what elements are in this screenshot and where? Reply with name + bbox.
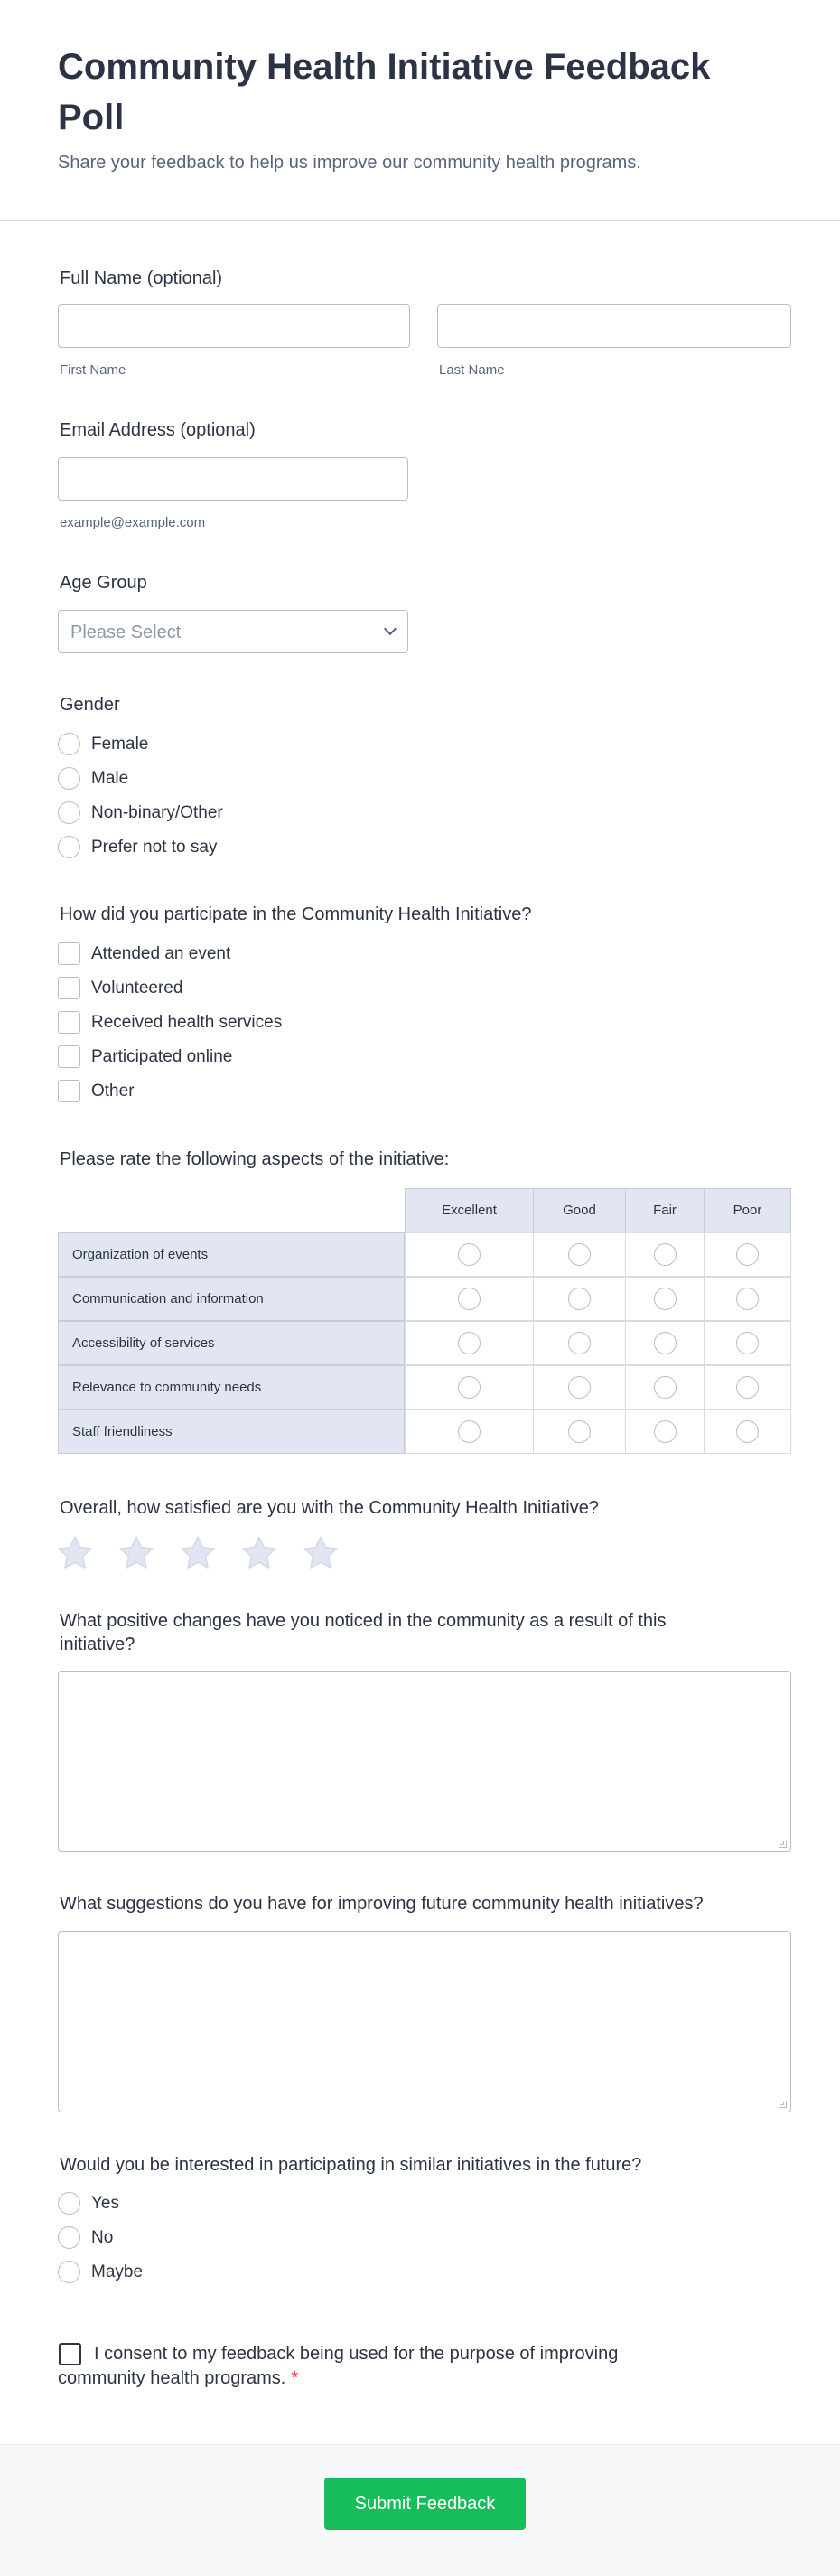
radio-button[interactable] bbox=[654, 1243, 677, 1266]
radio-button[interactable] bbox=[568, 1420, 591, 1443]
matrix-cell[interactable] bbox=[704, 1365, 791, 1410]
option-label: Prefer not to say bbox=[91, 838, 218, 857]
option-label: Female bbox=[91, 735, 149, 754]
radio-button[interactable] bbox=[458, 1420, 481, 1443]
option-label: Participated online bbox=[91, 1047, 233, 1066]
star-icon[interactable] bbox=[302, 1534, 340, 1572]
form-footer bbox=[0, 2444, 840, 2576]
radio-button[interactable] bbox=[654, 1420, 677, 1443]
star-icon[interactable] bbox=[56, 1534, 94, 1572]
matrix-cell[interactable] bbox=[405, 1232, 534, 1277]
radio-button[interactable] bbox=[458, 1332, 481, 1354]
future-option-yes[interactable] bbox=[58, 2191, 690, 2216]
radio-button[interactable] bbox=[458, 1288, 481, 1310]
option-label: Volunteered bbox=[91, 979, 183, 998]
matrix-cell[interactable] bbox=[704, 1232, 791, 1277]
first-name-sublabel: First Name bbox=[60, 362, 126, 378]
matrix-cell[interactable] bbox=[704, 1321, 791, 1365]
last-name-input[interactable] bbox=[437, 304, 791, 348]
consent-field bbox=[58, 2342, 708, 2391]
resize-grip-icon[interactable] bbox=[779, 2101, 787, 2108]
consent-text: I consent to my feedback being used for the purpose of improving community health programs. bbox=[58, 2344, 619, 2388]
option-label: Male bbox=[91, 769, 129, 788]
matrix-cell[interactable] bbox=[405, 1410, 534, 1454]
future-option-no[interactable] bbox=[58, 2225, 690, 2251]
matrix-cell[interactable] bbox=[625, 1277, 705, 1321]
email-label: Email Address (optional) bbox=[60, 420, 256, 440]
future-option-maybe[interactable] bbox=[58, 2260, 690, 2285]
radio-button[interactable] bbox=[736, 1243, 759, 1266]
gender-label: Gender bbox=[60, 695, 120, 715]
matrix-cell[interactable] bbox=[533, 1277, 626, 1321]
radio-button[interactable] bbox=[568, 1243, 591, 1266]
gender-option-male[interactable] bbox=[58, 766, 690, 792]
participation-option-volunteered[interactable] bbox=[58, 976, 690, 1001]
radio-button[interactable] bbox=[568, 1332, 591, 1354]
option-label: Non-binary/Other bbox=[91, 803, 223, 822]
radio-button[interactable] bbox=[458, 1376, 481, 1399]
option-label: No bbox=[91, 2228, 114, 2247]
full-name-label: Full Name (optional) bbox=[60, 268, 223, 288]
checkbox[interactable] bbox=[58, 1045, 80, 1068]
matrix-cell[interactable] bbox=[405, 1365, 534, 1410]
option-label: Other bbox=[91, 1082, 135, 1101]
matrix-row-label: Relevance to community needs bbox=[58, 1365, 405, 1410]
matrix-row-label: Staff friendliness bbox=[58, 1410, 405, 1454]
gender-option-prefer-not[interactable] bbox=[58, 835, 690, 860]
resize-grip-icon[interactable] bbox=[779, 1841, 787, 1848]
radio-button[interactable] bbox=[654, 1288, 677, 1310]
matrix-cell[interactable] bbox=[625, 1410, 705, 1454]
star-icon[interactable] bbox=[240, 1534, 278, 1572]
radio-button[interactable] bbox=[58, 2226, 80, 2249]
first-name-input[interactable] bbox=[58, 304, 410, 348]
checkbox[interactable] bbox=[58, 977, 80, 999]
suggestions-textarea[interactable] bbox=[58, 1931, 791, 2112]
matrix-row-label: Accessibility of services bbox=[58, 1321, 405, 1365]
star-icon[interactable] bbox=[117, 1534, 155, 1572]
matrix-row-label: Communication and information bbox=[58, 1277, 405, 1321]
required-mark: * bbox=[291, 2368, 299, 2388]
checkbox[interactable] bbox=[58, 942, 80, 965]
participation-option-other[interactable] bbox=[58, 1079, 690, 1104]
checkbox[interactable] bbox=[58, 1011, 80, 1034]
chevron-down-icon bbox=[384, 623, 397, 635]
matrix-cell[interactable] bbox=[625, 1232, 705, 1277]
matrix-cell[interactable] bbox=[405, 1321, 534, 1365]
radio-button[interactable] bbox=[736, 1332, 759, 1354]
radio-button[interactable] bbox=[458, 1243, 481, 1266]
participation-option-event[interactable] bbox=[58, 941, 690, 967]
radio-button[interactable] bbox=[58, 836, 80, 858]
form-title: Community Health Initiative Feedback Poll bbox=[58, 47, 711, 137]
option-label: Received health services bbox=[91, 1013, 283, 1032]
matrix-column-header: Poor bbox=[704, 1188, 791, 1232]
option-label: Maybe bbox=[91, 2262, 144, 2281]
star-icon[interactable] bbox=[179, 1534, 217, 1572]
matrix-row-label: Organization of events bbox=[58, 1232, 405, 1277]
participation-option-services[interactable] bbox=[58, 1010, 690, 1035]
matrix-cell[interactable] bbox=[533, 1321, 626, 1365]
matrix-column-header: Good bbox=[533, 1188, 626, 1232]
matrix-cell[interactable] bbox=[533, 1365, 626, 1410]
positive-changes-textarea[interactable] bbox=[58, 1671, 791, 1852]
checkbox[interactable] bbox=[58, 1080, 80, 1102]
matrix-cell[interactable] bbox=[533, 1410, 626, 1454]
submit-button[interactable]: Submit Feedback bbox=[324, 2478, 526, 2530]
gender-option-nonbinary[interactable] bbox=[58, 801, 690, 826]
satisfaction-label: Overall, how satisfied are you with the Community Health Initiative? bbox=[60, 1498, 599, 1518]
last-name-sublabel: Last Name bbox=[439, 362, 505, 378]
rating-matrix bbox=[58, 1188, 791, 1457]
radio-button[interactable] bbox=[654, 1332, 677, 1354]
matrix-column-header: Fair bbox=[625, 1188, 705, 1232]
matrix-cell[interactable] bbox=[704, 1410, 791, 1454]
radio-button[interactable] bbox=[736, 1376, 759, 1399]
matrix-cell[interactable] bbox=[533, 1232, 626, 1277]
participation-label: How did you participate in the Community Health Initiative? bbox=[60, 904, 532, 924]
rating-label: Please rate the following aspects of the initiative: bbox=[60, 1149, 450, 1169]
positive-changes-label: What positive changes have you noticed in the community as a result of this initiative? bbox=[60, 1611, 667, 1654]
star-rating bbox=[56, 1534, 381, 1572]
future-interest-label: Would you be interested in participating in similar initiatives in the future? bbox=[60, 2155, 642, 2175]
matrix-cell[interactable] bbox=[405, 1277, 534, 1321]
option-label: Attended an event bbox=[91, 944, 231, 963]
consent-checkbox[interactable] bbox=[59, 2343, 81, 2365]
matrix-cell[interactable] bbox=[704, 1277, 791, 1321]
radio-button[interactable] bbox=[58, 733, 80, 755]
radio-button[interactable] bbox=[736, 1288, 759, 1310]
matrix-column-header: Excellent bbox=[405, 1188, 534, 1232]
age-group-select[interactable] bbox=[58, 610, 408, 653]
form-header bbox=[0, 0, 840, 221]
radio-button[interactable] bbox=[58, 2192, 80, 2215]
email-sublabel: example@example.com bbox=[60, 515, 206, 530]
suggestions-label: What suggestions do you have for improving future community health initiatives? bbox=[60, 1894, 704, 1914]
radio-button[interactable] bbox=[736, 1420, 759, 1443]
radio-button[interactable] bbox=[654, 1376, 677, 1399]
radio-button[interactable] bbox=[58, 2261, 80, 2283]
matrix-cell[interactable] bbox=[625, 1321, 705, 1365]
radio-button[interactable] bbox=[568, 1376, 591, 1399]
age-group-placeholder: Please Select bbox=[70, 623, 182, 642]
gender-option-female[interactable] bbox=[58, 732, 690, 757]
participation-option-online[interactable] bbox=[58, 1044, 690, 1070]
radio-button[interactable] bbox=[568, 1288, 591, 1310]
form-subtitle: Share your feedback to help us improve our community health programs. bbox=[58, 153, 641, 173]
radio-button[interactable] bbox=[58, 767, 80, 790]
radio-button[interactable] bbox=[58, 801, 80, 824]
option-label: Yes bbox=[91, 2194, 119, 2213]
matrix-cell[interactable] bbox=[625, 1365, 705, 1410]
email-input[interactable] bbox=[58, 457, 408, 501]
age-group-label: Age Group bbox=[60, 573, 147, 593]
